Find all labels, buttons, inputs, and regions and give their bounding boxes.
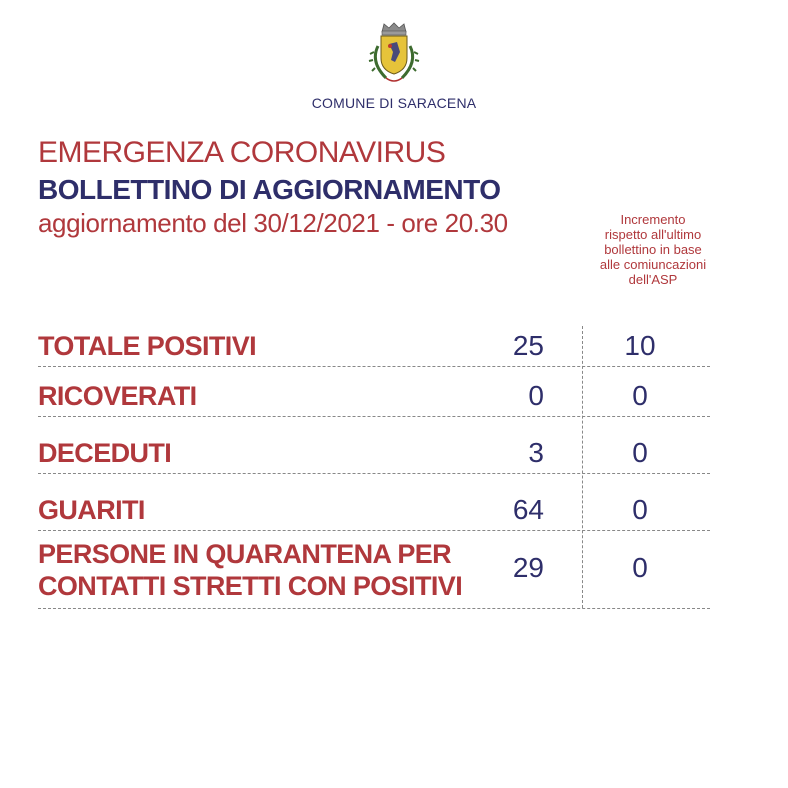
row-increment: 0 xyxy=(632,494,648,525)
row-increment: 0 xyxy=(632,552,648,583)
row-label: DECEDUTI xyxy=(38,438,172,468)
increment-note-line: bollettino in base xyxy=(604,242,702,257)
row-increment: 0 xyxy=(632,380,648,411)
increment-note-line: dell'ASP xyxy=(628,272,678,287)
table-row xyxy=(38,366,710,417)
municipality-name: COMUNE DI SARACENA xyxy=(311,95,477,111)
row-label-line: PERSONE IN QUARANTENA PER xyxy=(38,539,452,569)
row-value: 64 xyxy=(512,494,544,525)
row-label xyxy=(38,538,462,602)
row-value: 25 xyxy=(512,330,544,361)
row-value: 29 xyxy=(512,552,544,583)
row-value: 3 xyxy=(528,437,544,468)
row-label: GUARITI xyxy=(38,495,145,525)
emergency-title: EMERGENZA CORONAVIRUS xyxy=(38,136,446,169)
table-row xyxy=(38,473,710,531)
row-increment: 10 xyxy=(624,330,656,361)
table-row xyxy=(38,326,710,367)
coat-of-arms-icon xyxy=(364,22,424,90)
row-increment: 0 xyxy=(632,437,648,468)
increment-note-line: Incremento xyxy=(620,212,686,227)
increment-note-line: alle comiuncazioni xyxy=(599,257,707,272)
row-label: TOTALE POSITIVI xyxy=(38,331,257,361)
increment-note xyxy=(578,212,728,287)
row-label: RICOVERATI xyxy=(38,381,197,411)
row-value: 0 xyxy=(528,380,544,411)
update-date: aggiornamento del 30/12/2021 - ore 20.30 xyxy=(38,208,508,238)
table-row xyxy=(38,416,710,474)
bulletin-title: BOLLETTINO DI AGGIORNAMENTO xyxy=(38,174,501,205)
row-label-line: CONTATTI STRETTI CON POSITIVI xyxy=(38,571,463,601)
increment-note-line: rispetto all'ultimo xyxy=(604,227,702,242)
table-row xyxy=(38,530,710,609)
